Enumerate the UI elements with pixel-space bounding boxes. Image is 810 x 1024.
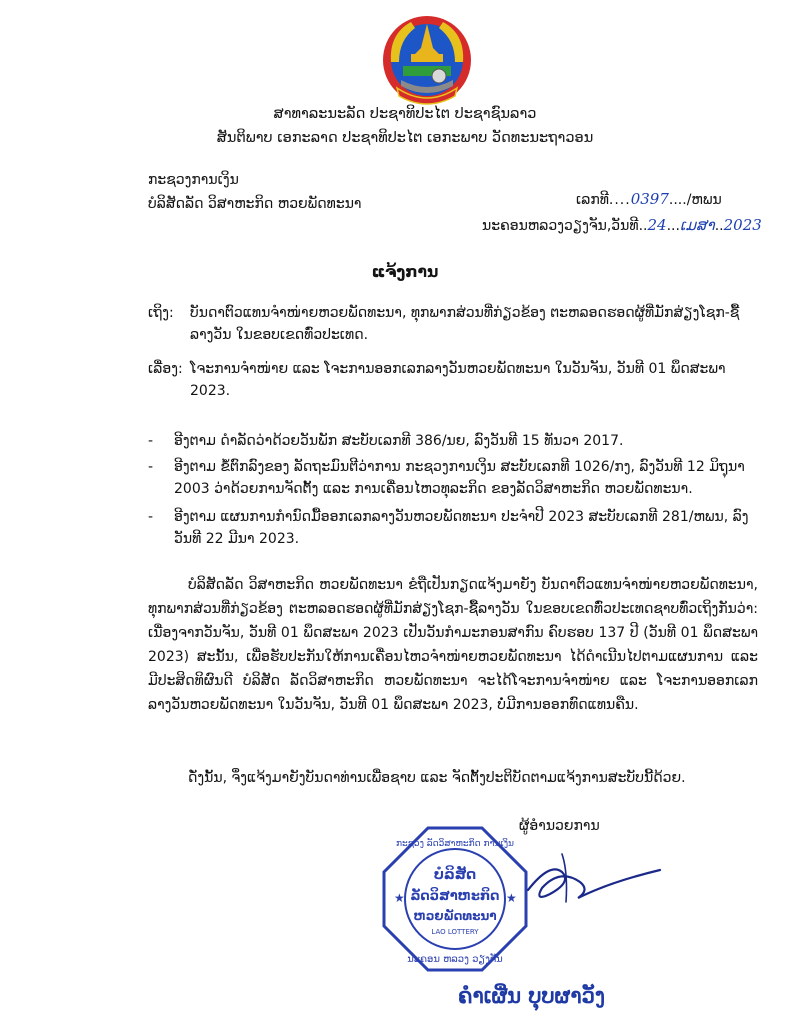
handwritten-year: 2023 — [723, 216, 762, 234]
svg-text:★: ★ — [394, 891, 405, 905]
handwritten-month: ເມສາ — [679, 216, 715, 234]
svg-text:★: ★ — [506, 891, 517, 905]
subject-text: ໂຈະການຈຳໜ່າຍ ແລະ ໂຈະການອອກເລກລາງວັນຫວຍພັດທະນາ ໃນວັນຈັນ, ວັນທີ 01 ພຶດສະພາ 2023. — [190, 361, 726, 399]
motto-line: ສັນຕິພາບ ເອກະລາດ ປະຊາທິປະໄຕ ເອກະພາບ ວັດທະນະຖາວອນ — [216, 130, 594, 146]
subject-label: ເລື່ອງ: — [148, 361, 183, 377]
handwritten-number: 0397 — [630, 190, 669, 208]
signature-icon — [520, 842, 670, 922]
place-date: ນະຄອນຫລວງວຽງຈັນ,ວັນທີ..24...ເມສາ..2023 — [482, 216, 762, 234]
to-label: ເຖິງ: — [148, 305, 174, 321]
national-emblem-icon — [381, 14, 473, 106]
closing-paragraph: ດັ່ງນັ້ນ, ຈຶ່ງແຈ້ງມາຍັງບັນດາທ່ານເພື່ອຊາບ ແລະ ຈັດຕັ້ງປະຕິບັດຕາມແຈ້ງການສະບັບນີ້ດ້ວຍ. — [188, 770, 686, 786]
signer-name: ຄຳເຜີ່ນ ບຸບຜາວັງ — [458, 983, 606, 1008]
reference-number: ເລກທີ....0397..../ຫພນ — [576, 190, 722, 208]
svg-text:ຫວຍພັດທະນາ: ຫວຍພັດທະນາ — [413, 909, 497, 923]
reference-item: - ອີງຕາມ ຂໍ້ຕົກລົງຂອງ ລັດຖະມົນຕີວ່າການ ກະຊວງການເງິນ ສະບັບເລກທີ 1026/ກງ, ລົງວັນທີ 12 ມິຖຸນາ 2003 ວ່າດ້ວຍການຈັດຕັ້ງ ແລະ ການເຄື່ອນໄຫວທຸລະກິດ ຂອງລັດວິສາຫະກິດ ຫວຍພັດທະນາ. — [148, 459, 745, 497]
reference-item: - ອີງຕາມ ແຜນການກຳນົດມື້ອອກເລກລາງວັນຫວຍພັດທະນາ ປະຈຳປີ 2023 ສະບັບເລກທີ 281/ຫພນ, ລົງວັນທີ 22 ມີນາ 2023. — [148, 509, 749, 547]
number-suffix: /ຫພນ — [686, 192, 722, 208]
recipient-block — [148, 302, 758, 346]
document-title: ແຈ້ງການ — [371, 263, 439, 281]
to-text: ບັນດາຕົວແທນຈຳໜ່າຍຫວຍພັດທະນາ, ທຸກພາກສ່ວນທີ່ກ່ຽວຂ້ອງ ຕະຫລອດຮອດຜູ້ທີ່ມັກສ່ຽງໂຊກ-ຊື້ ລາງວັນ ໃນຂອບເຂດທົ່ວປະເທດ. — [190, 305, 740, 343]
company-seal-icon — [380, 824, 530, 974]
number-label: ເລກທີ — [576, 192, 609, 208]
body-paragraph: ບໍລິສັດລັດ ວິສາຫະກິດ ຫວຍພັດທະນາ ຂໍຖືເປັນກຽດແຈ້ງມາຍັງ ບັນດາຕົວແທນຈຳໜ່າຍຫວຍພັດທະນາ, ທຸກພາກສ່ວນທີ່ກ່ຽວຂ້ອງ ຕະຫລອດຮອດຜູ້ທີ່ມັກສ່ຽງໂຊກ-ຊື້ລາງວັນ ໃນຂອບເຂດທົ່ວປະເທດຊາບທົ່ວເຖິງກັນວ່າ: ເນື່ອງຈາກວັນຈັນ, ວັນທີ 01 ພຶດສະພາ 2023 ເປັນວັນກຳມະກອນສາກົນ ຄົບຮອບ 137 ປີ (ວັນທີ 01 ພຶດສະພາ 2023) ສະນັ້ນ, ເພື່ອຮັບປະກັນໃຫ້ການເຄື່ອນໄຫວຈຳໜ່າຍຫວຍພັດທະນາ ໄດ້ດຳເນີນໄປຕາມແຜນການ ແລະ ມີປະສິດທິຜົນດີ ບໍລິສັດ ລັດວິສາຫະກິດ ຫວຍພັດທະນາ ຈະໄດ້ໂຈະການຈຳໜ່າຍ ແລະ ໂຈະການອອກເລກລາງວັນຫວຍພັດທະນາ ໃນວັນຈັນ, ວັນທີ 01 ພຶດສະພາ 2023, ບໍ່ມີການອອກທົດແທນຄືນ. — [148, 577, 758, 713]
svg-text:ບໍລິສັດ: ບໍລິສັດ — [433, 867, 477, 883]
subject-block — [148, 358, 758, 402]
svg-text:LAO LOTTERY: LAO LOTTERY — [431, 928, 479, 936]
company-name: ບໍລິສັດລັດ ວິສາຫະກິດ ຫວຍພັດທະນາ — [148, 196, 362, 212]
country-line: ສາທາລະນະລັດ ປະຊາທິປະໄຕ ປະຊາຊົນລາວ — [273, 106, 537, 122]
place-date-label: ນະຄອນຫລວງວຽງຈັນ,ວັນທີ — [482, 218, 639, 234]
svg-text:ກະຊວງ ລັດວິສາຫະກິດ ການເງິນ: ກະຊວງ ລັດວິສາຫະກິດ ການເງິນ — [396, 839, 514, 849]
director-title: ຜູ້ອຳນວຍການ — [519, 818, 600, 834]
reference-item: - ອີງຕາມ ດຳລັດວ່າດ້ວຍວັນພັກ ສະບັບເລກທີ 386/ນຍ, ລົງວັນທີ 15 ທັນວາ 2017. — [148, 433, 624, 449]
svg-text:ນະຄອນ ຫລວງ ວຽງຈັນ: ນະຄອນ ຫລວງ ວຽງຈັນ — [407, 954, 503, 965]
svg-text:ລັດວິສາຫະກິດ: ລັດວິສາຫະກິດ — [410, 889, 500, 904]
ministry-name: ກະຊວງການເງິນ — [148, 172, 239, 188]
handwritten-day: 24 — [647, 216, 667, 234]
